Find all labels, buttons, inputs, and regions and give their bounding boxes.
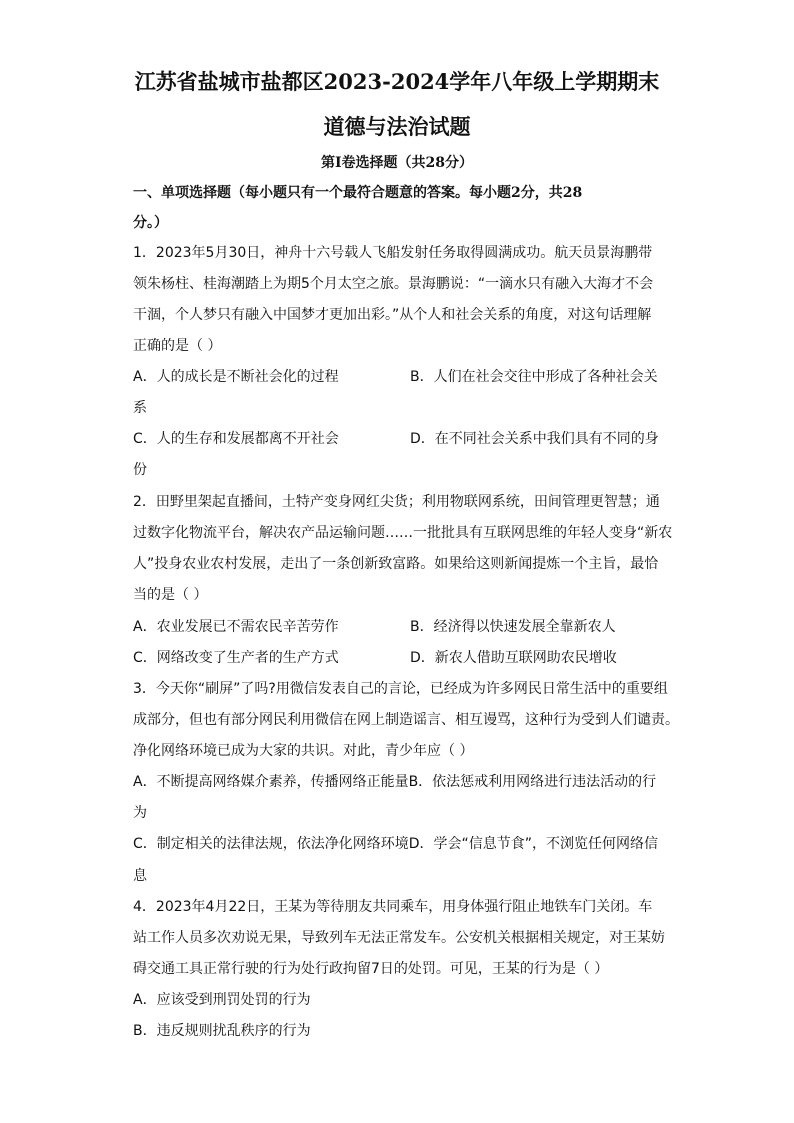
q3-stem-line: 3．今天你“刷屏”了吗?用微信发表自己的言论，已经成为许多网民日常生活中的重要组 [133,681,668,697]
section-heading-line2: 分。） [133,215,168,231]
q2-stem-line: 当的是（ ） [133,587,208,603]
q2-option-b: B．经济得以快速发展全靠新农人 [410,619,616,635]
q4-option-b: B．违反规则扰乱秩序的行为 [133,1023,311,1039]
q1-option-b: B．人们在社会交往中形成了各种社会关 [410,369,658,385]
q3-stem-line: 净化网络环境已成为大家的共识。对此，青少年应（ ） [133,743,474,759]
q4-stem-line: 4．2023年4月22日，王某为等待朋友共同乘车，用身体强行阻止地铁车门关闭。车 [133,899,653,915]
q3-option-d-cont: 息 [133,868,147,884]
q3-stem-line: 成部分，但也有部分网民利用微信在网上制造谣言、相互谩骂，这种行为受到人们谴责。 [133,712,679,728]
part-heading: 第Ⅰ卷选择题（共28分） [320,155,474,171]
q2-stem-line: 过数字化物流平台，解决农产品运输问题……一批批具有互联网思维的年轻人变身“新农 [133,525,673,541]
q2-stem-line: 人”投身农业农村发展，走出了一条创新致富路。如果给这则新闻提炼一个主旨，最恰 [133,556,659,572]
q3-option-ab: A．不断提高网络媒介素养，传播网络正能量B．依法惩戒利用网络进行违法活动的行 [133,774,657,790]
page-title: 江苏省盐城市盐都区2023-2024学年八年级上学期期末 [134,69,660,94]
q2-option-d: D．新农人借助互联网助农民增收 [410,650,617,666]
q1-stem-line: 干涸，个人梦只有融入中国梦才更加出彩。”从个人和社会关系的角度，对这句话理解 [133,307,652,323]
q2-option-c: C．网络改变了生产者的生产方式 [133,650,339,666]
q1-stem-line: 1．2023年5月30日，神舟十六号载人飞船发射任务取得圆满成功。航天员景海鹏带 [133,245,653,261]
q4-option-a: A．应该受到刑罚处罚的行为 [133,992,311,1008]
q4-stem-line: 碍交通工具正常行驶的行为处行政拘留7日的处罚。可见，王某的行为是（ ） [133,961,609,977]
q1-stem-line: 正确的是（ ） [133,338,222,354]
q1-option-d-cont: 份 [133,462,147,478]
q1-option-d: D．在不同社会关系中我们具有不同的身 [410,431,659,447]
q1-option-c: C．人的生存和发展都离不开社会 [133,431,339,447]
q3-option-b-cont: 为 [133,805,147,821]
section-heading-line1: 一、单项选择题（每小题只有一个最符合题意的答案。每小题2分，共28 [133,185,583,201]
q3-option-cd: C．制定相关的法律法规，依法净化网络环境D．学会“信息节食”，不浏览任何网络信 [133,836,659,852]
q1-option-b-cont: 系 [133,400,147,416]
q2-stem-line: 2．田野里架起直播间，土特产变身网红尖货；利用物联网系统，田间管理更智慧；通 [133,494,660,510]
page-subtitle: 道德与法治试题 [323,114,471,139]
q1-option-a: A．人的成长是不断社会化的过程 [133,369,339,385]
q2-option-a: A．农业发展已不需农民辛苦劳作 [133,619,339,635]
q1-stem-line: 领朱杨柱、桂海潮踏上为期5个月太空之旅。景海鹏说：“一滴水只有融入大海才不会 [133,276,654,292]
q4-stem-line: 站工作人员多次劝说无果，导致列车无法正常发车。公安机关根据相关规定，对王某妨 [133,930,665,946]
